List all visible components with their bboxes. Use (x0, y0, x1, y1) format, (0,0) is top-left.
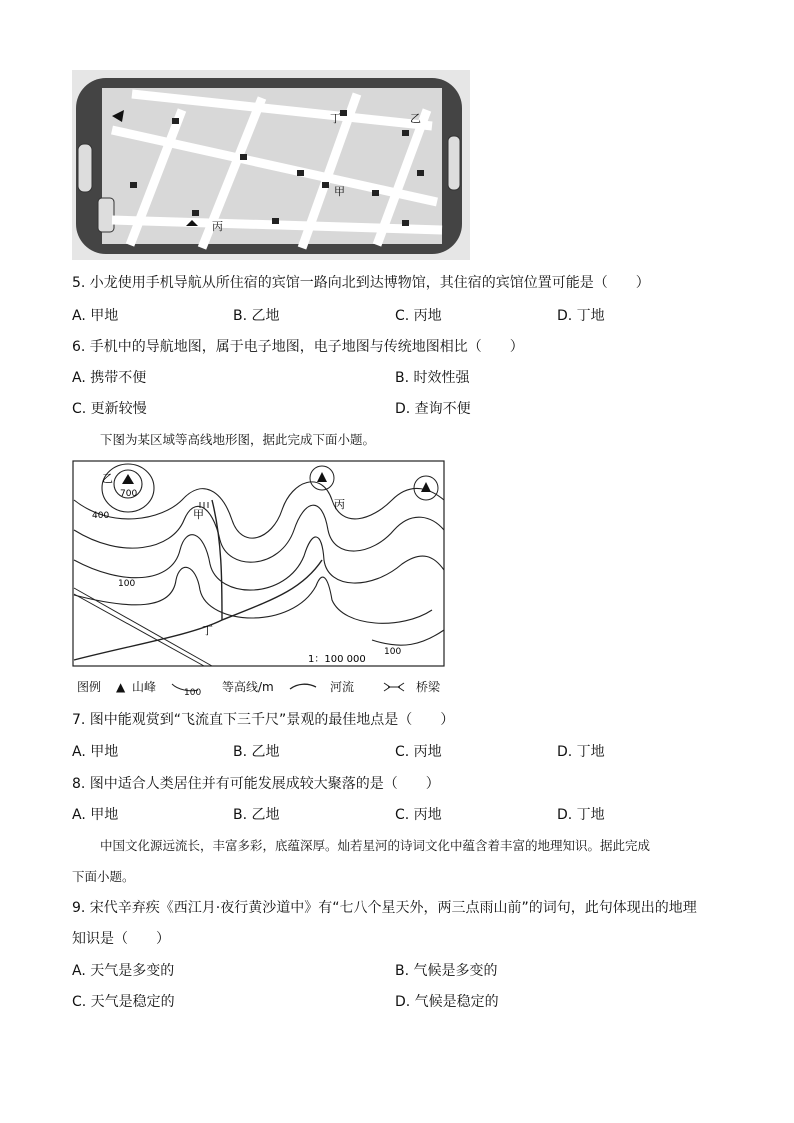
contour-label-700: 700 (120, 489, 138, 499)
q7-option-d[interactable]: D. 丁地 (557, 744, 605, 760)
contour-scale: 1：100 000 (308, 654, 366, 665)
question-9-stem-line2: 知识是（ ） (72, 931, 170, 947)
contour-label-100b: 100 (384, 647, 402, 657)
q7-option-c[interactable]: C. 丙地 (395, 744, 442, 760)
q8-option-c[interactable]: C. 丙地 (395, 807, 442, 823)
legend-peak-icon: ▲ (116, 680, 126, 694)
q9-option-b[interactable]: B. 气候是多变的 (395, 963, 498, 979)
intro-contour: 下图为某区域等高线地形图，据此完成下面小题。 (100, 432, 376, 447)
question-8-stem: 8. 图中适合人类居住并有可能发展成较大聚落的是（ ） (72, 776, 440, 792)
legend-bridge: 桥梁 (416, 680, 441, 694)
question-6-stem: 6. 手机中的导航地图，属于电子地图，电子地图与传统地图相比（ ） (72, 339, 524, 355)
q9-option-a[interactable]: A. 天气是多变的 (72, 963, 175, 979)
intro-poem-line1: 中国文化源远流长，丰富多彩，底蕴深厚。灿若星河的诗词文化中蕴含着丰富的地理知识。据此完成 (100, 838, 651, 853)
q5-option-c[interactable]: C. 丙地 (395, 308, 442, 324)
contour-label-ding: 丁 (202, 624, 213, 637)
q8-option-a[interactable]: A. 甲地 (72, 807, 119, 823)
legend-river-icon (288, 681, 318, 693)
phone-label-yi: 乙 (410, 112, 421, 125)
contour-label-bing: 丙 (334, 498, 345, 511)
legend-contour: 等高线/m (222, 680, 274, 694)
legend-title: 图例 (77, 680, 102, 694)
legend-bridge-icon (382, 681, 406, 693)
q6-option-a[interactable]: A. 携带不便 (72, 370, 147, 386)
contour-map-figure (72, 460, 446, 668)
q5-option-d[interactable]: D. 丁地 (557, 308, 605, 324)
phone-label-bing: 丙 (212, 220, 223, 233)
legend-river: 河流 (330, 680, 355, 694)
question-7-stem: 7. 图中能观赏到“飞流直下三千尺”景观的最佳地点是（ ） (72, 712, 455, 728)
contour-label-jia: 甲 (193, 508, 204, 521)
q8-option-d[interactable]: D. 丁地 (557, 807, 605, 823)
contour-label-yi: 乙 (102, 472, 113, 485)
q8-option-b[interactable]: B. 乙地 (233, 807, 280, 823)
q7-option-a[interactable]: A. 甲地 (72, 744, 119, 760)
q5-option-b[interactable]: B. 乙地 (233, 308, 280, 324)
q9-option-c[interactable]: C. 天气是稳定的 (72, 994, 175, 1010)
intro-poem-line2: 下面小题。 (72, 869, 135, 884)
q7-option-b[interactable]: B. 乙地 (233, 744, 280, 760)
q9-option-d[interactable]: D. 气候是稳定的 (395, 994, 499, 1010)
legend-contour-sample: 100 (184, 688, 202, 698)
phone-label-jia: 甲 (334, 185, 345, 198)
q5-option-a[interactable]: A. 甲地 (72, 308, 119, 324)
q6-option-d[interactable]: D. 查询不便 (395, 401, 471, 417)
q6-option-b[interactable]: B. 时效性强 (395, 370, 470, 386)
legend-peak: 山峰 (132, 680, 157, 694)
phone-label-ding: 丁 (330, 112, 341, 125)
question-5-stem: 5. 小龙使用手机导航从所住宿的宾馆一路向北到达博物馆，其住宿的宾馆位置可能是（ ） (72, 275, 650, 291)
phone-map-figure (72, 70, 470, 260)
contour-label-100a: 100 (118, 579, 136, 589)
question-9-stem-line1: 9. 宋代辛弃疾《西江月·夜行黄沙道中》有“七八个星天外，两三点雨山前”的词句，此句体现出的地理 (72, 900, 697, 916)
q6-option-c[interactable]: C. 更新较慢 (72, 401, 147, 417)
contour-label-400: 400 (92, 511, 110, 521)
